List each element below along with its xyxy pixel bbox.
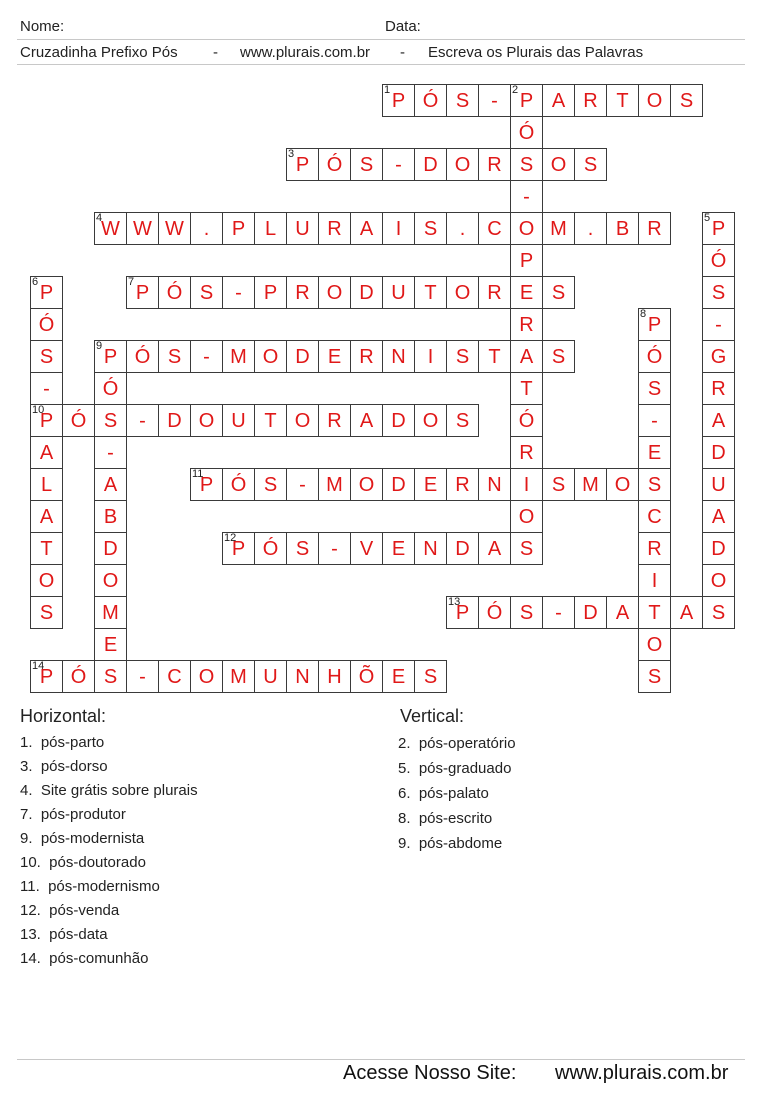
- crossword-cell[interactable]: A: [350, 404, 383, 437]
- crossword-cell[interactable]: Ó: [126, 340, 159, 373]
- crossword-cell[interactable]: D: [94, 532, 127, 565]
- crossword-cell[interactable]: S: [574, 148, 607, 181]
- clue-item: 2. pós-operatório: [398, 735, 516, 752]
- crossword-cell[interactable]: E: [318, 340, 351, 373]
- crossword-cell[interactable]: N: [478, 468, 511, 501]
- crossword-cell[interactable]: Ó: [158, 276, 191, 309]
- crossword-cell[interactable]: S: [542, 468, 575, 501]
- clue-number: 14: [32, 660, 45, 672]
- crossword-cell[interactable]: -: [94, 436, 127, 469]
- crossword-cell[interactable]: S: [414, 660, 447, 693]
- crossword-cell[interactable]: E: [94, 628, 127, 661]
- crossword-cell[interactable]: E: [382, 532, 415, 565]
- horizontal-clues-list: [20, 731, 198, 971]
- crossword-cell[interactable]: -: [478, 84, 511, 117]
- crossword-cell[interactable]: Õ: [350, 660, 383, 693]
- crossword-cell[interactable]: W: [94, 212, 127, 245]
- crossword-cell[interactable]: A: [702, 500, 735, 533]
- crossword-cell[interactable]: N: [286, 660, 319, 693]
- crossword-cell[interactable]: D: [702, 532, 735, 565]
- clue-item: 10. pós-doutorado: [20, 854, 146, 871]
- crossword-cell[interactable]: -: [382, 148, 415, 181]
- clue-item: 6. pós-palato: [398, 785, 489, 802]
- crossword-cell[interactable]: O: [542, 148, 575, 181]
- crossword-cell[interactable]: Ó: [510, 404, 543, 437]
- crossword-cell[interactable]: T: [254, 404, 287, 437]
- crossword-cell[interactable]: S: [446, 84, 479, 117]
- crossword-cell[interactable]: D: [382, 468, 415, 501]
- crossword-cell[interactable]: S: [94, 660, 127, 693]
- crossword-cell[interactable]: O: [446, 276, 479, 309]
- crossword-cell[interactable]: C: [638, 500, 671, 533]
- crossword-cell[interactable]: S: [350, 148, 383, 181]
- crossword-cell[interactable]: G: [702, 340, 735, 373]
- crossword-cell[interactable]: U: [382, 276, 415, 309]
- crossword-cell[interactable]: R: [478, 148, 511, 181]
- clue-number: 8: [640, 308, 647, 320]
- crossword-cell[interactable]: A: [542, 84, 575, 117]
- clue-number: 1: [384, 84, 391, 96]
- crossword-cell[interactable]: S: [414, 212, 447, 245]
- crossword-cell[interactable]: Ó: [510, 116, 543, 149]
- crossword-cell[interactable]: R: [350, 340, 383, 373]
- clue-item: 13. pós-data: [20, 926, 108, 943]
- crossword-cell[interactable]: T: [478, 340, 511, 373]
- crossword-cell[interactable]: L: [254, 212, 287, 245]
- crossword-cell[interactable]: O: [318, 276, 351, 309]
- crossword-cell[interactable]: O: [638, 84, 671, 117]
- crossword-cell[interactable]: P: [30, 660, 63, 693]
- crossword-cell[interactable]: R: [638, 532, 671, 565]
- crossword-cell[interactable]: O: [414, 404, 447, 437]
- crossword-cell[interactable]: T: [510, 372, 543, 405]
- crossword-cell[interactable]: T: [606, 84, 639, 117]
- crossword-cell[interactable]: -: [126, 660, 159, 693]
- crossword-cell[interactable]: A: [30, 436, 63, 469]
- crossword-cell[interactable]: S: [670, 84, 703, 117]
- crossword-cell[interactable]: Ó: [638, 340, 671, 373]
- crossword-cell[interactable]: S: [638, 468, 671, 501]
- clue-item: 5. pós-graduado: [398, 760, 512, 777]
- crossword-cell[interactable]: S: [510, 148, 543, 181]
- crossword-cell[interactable]: S: [286, 532, 319, 565]
- crossword-cell[interactable]: P: [222, 212, 255, 245]
- crossword-cell[interactable]: A: [670, 596, 703, 629]
- crossword-cell[interactable]: M: [542, 212, 575, 245]
- crossword-cell[interactable]: S: [510, 532, 543, 565]
- crossword-cell[interactable]: W: [126, 212, 159, 245]
- date-label: Data:: [385, 18, 421, 35]
- crossword-cell[interactable]: .: [190, 212, 223, 245]
- clue-number: 10: [32, 404, 45, 416]
- title-separator: -: [213, 44, 218, 61]
- crossword-cell[interactable]: A: [702, 404, 735, 437]
- crossword-cell[interactable]: R: [318, 212, 351, 245]
- crossword-cell[interactable]: I: [382, 212, 415, 245]
- crossword-cell[interactable]: Ó: [414, 84, 447, 117]
- crossword-cell[interactable]: I: [638, 564, 671, 597]
- crossword-cell[interactable]: D: [446, 532, 479, 565]
- crossword-cell[interactable]: R: [510, 436, 543, 469]
- crossword-cell[interactable]: A: [30, 500, 63, 533]
- crossword-cell[interactable]: R: [510, 308, 543, 341]
- crossword-cell[interactable]: R: [446, 468, 479, 501]
- clue-number: 5: [704, 212, 711, 224]
- crossword-cell[interactable]: U: [254, 660, 287, 693]
- crossword-cell[interactable]: Ó: [62, 404, 95, 437]
- crossword-cell[interactable]: P: [94, 340, 127, 373]
- crossword-cell[interactable]: -: [286, 468, 319, 501]
- crossword-cell[interactable]: R: [318, 404, 351, 437]
- crossword-cell[interactable]: T: [638, 596, 671, 629]
- crossword-cell[interactable]: N: [414, 532, 447, 565]
- crossword-cell[interactable]: S: [510, 596, 543, 629]
- clue-item: 9. pós-abdome: [398, 835, 503, 852]
- crossword-cell[interactable]: E: [382, 660, 415, 693]
- crossword-cell[interactable]: S: [702, 276, 735, 309]
- crossword-cell[interactable]: A: [606, 596, 639, 629]
- crossword-cell[interactable]: .: [574, 212, 607, 245]
- crossword-cell[interactable]: T: [30, 532, 63, 565]
- clue-number: 4: [96, 212, 103, 224]
- vertical-clues-list: [398, 731, 516, 856]
- clue-number: 7: [128, 276, 135, 288]
- crossword-cell[interactable]: S: [542, 340, 575, 373]
- crossword-cell[interactable]: A: [478, 532, 511, 565]
- footer-label: Acesse Nosso Site:: [343, 1062, 517, 1084]
- name-label: Nome:: [20, 18, 65, 35]
- crossword-cell[interactable]: Ó: [702, 244, 735, 277]
- crossword-cell[interactable]: M: [574, 468, 607, 501]
- crossword-cell[interactable]: Ó: [318, 148, 351, 181]
- clue-item: 4. Site grátis sobre plurais: [20, 782, 198, 799]
- crossword-cell[interactable]: Ó: [62, 660, 95, 693]
- clue-number: 12: [224, 532, 237, 544]
- crossword-cell[interactable]: S: [254, 468, 287, 501]
- crossword-cell[interactable]: -: [222, 276, 255, 309]
- clue-item: 14. pós-comunhão: [20, 950, 149, 967]
- crossword-cell[interactable]: S: [190, 276, 223, 309]
- crossword-cell[interactable]: M: [94, 596, 127, 629]
- footer-site-link[interactable]: www.plurais.com.br: [555, 1062, 729, 1084]
- crossword-cell[interactable]: O: [510, 500, 543, 533]
- crossword-cell[interactable]: V: [350, 532, 383, 565]
- crossword-cell[interactable]: W: [158, 212, 191, 245]
- crossword-cell[interactable]: Ó: [254, 532, 287, 565]
- footer-divider: [17, 1059, 745, 1060]
- crossword-cell[interactable]: O: [190, 404, 223, 437]
- clue-item: 12. pós-venda: [20, 902, 120, 919]
- crossword-cell[interactable]: D: [382, 404, 415, 437]
- crossword-cell[interactable]: A: [350, 212, 383, 245]
- crossword-cell[interactable]: E: [638, 436, 671, 469]
- clue-item: 3. pós-dorso: [20, 758, 108, 775]
- crossword-cell[interactable]: D: [702, 436, 735, 469]
- crossword-cell[interactable]: -: [638, 404, 671, 437]
- crossword-cell[interactable]: P: [30, 404, 63, 437]
- crossword-cell[interactable]: R: [574, 84, 607, 117]
- crossword-cell[interactable]: P: [126, 276, 159, 309]
- crossword-cell[interactable]: O: [254, 340, 287, 373]
- site-link[interactable]: www.plurais.com.br: [240, 44, 371, 61]
- crossword-cell[interactable]: U: [286, 212, 319, 245]
- clue-item: 9. pós-modernista: [20, 830, 145, 847]
- crossword-cell[interactable]: P: [510, 84, 543, 117]
- crossword-cell[interactable]: P: [510, 244, 543, 277]
- crossword-cell[interactable]: B: [606, 212, 639, 245]
- crossword-cell[interactable]: M: [222, 660, 255, 693]
- crossword-cell[interactable]: P: [222, 532, 255, 565]
- clue-number: 6: [32, 276, 39, 288]
- crossword-cell[interactable]: D: [158, 404, 191, 437]
- crossword-cell[interactable]: P: [190, 468, 223, 501]
- crossword-cell[interactable]: D: [350, 276, 383, 309]
- crossword-cell[interactable]: O: [350, 468, 383, 501]
- crossword-cell[interactable]: -: [318, 532, 351, 565]
- clue-number: 11: [192, 468, 204, 480]
- crossword-cell[interactable]: S: [446, 340, 479, 373]
- clue-number: 9: [96, 340, 103, 352]
- crossword-cell[interactable]: S: [702, 596, 735, 629]
- crossword-cell[interactable]: S: [30, 596, 63, 629]
- crossword-cell[interactable]: S: [94, 404, 127, 437]
- crossword-cell[interactable]: C: [158, 660, 191, 693]
- crossword-cell[interactable]: U: [702, 468, 735, 501]
- crossword-cell[interactable]: R: [478, 276, 511, 309]
- crossword-cell[interactable]: A: [94, 468, 127, 501]
- crossword-cell[interactable]: -: [702, 308, 735, 341]
- crossword-cell[interactable]: S: [638, 660, 671, 693]
- crossword-cell[interactable]: O: [190, 660, 223, 693]
- crossword-cell[interactable]: Ó: [94, 372, 127, 405]
- clue-number: 3: [288, 148, 295, 160]
- crossword-cell[interactable]: E: [510, 276, 543, 309]
- crossword-cell[interactable]: -: [30, 372, 63, 405]
- crossword-cell[interactable]: L: [30, 468, 63, 501]
- crossword-cell[interactable]: .: [446, 212, 479, 245]
- crossword-cell[interactable]: O: [286, 404, 319, 437]
- clue-item: 8. pós-escrito: [398, 810, 493, 827]
- crossword-cell[interactable]: R: [702, 372, 735, 405]
- crossword-cell[interactable]: Ó: [222, 468, 255, 501]
- crossword-cell[interactable]: O: [638, 628, 671, 661]
- crossword-cell[interactable]: S: [638, 372, 671, 405]
- crossword-cell[interactable]: O: [94, 564, 127, 597]
- crossword-cell[interactable]: T: [414, 276, 447, 309]
- crossword-cell[interactable]: O: [446, 148, 479, 181]
- horizontal-clues-title: Horizontal:: [20, 706, 107, 726]
- crossword-cell[interactable]: I: [414, 340, 447, 373]
- crossword-cell[interactable]: A: [510, 340, 543, 373]
- crossword-cell[interactable]: D: [286, 340, 319, 373]
- worksheet-title: Cruzadinha Prefixo Pós: [20, 44, 178, 61]
- clue-item: 7. pós-produtor: [20, 806, 126, 823]
- crossword-cell[interactable]: E: [414, 468, 447, 501]
- crossword-cell[interactable]: N: [382, 340, 415, 373]
- crossword-cell[interactable]: C: [478, 212, 511, 245]
- crossword-cell[interactable]: D: [414, 148, 447, 181]
- crossword-cell[interactable]: P: [286, 148, 319, 181]
- worksheet-instruction: Escreva os Plurais das Palavras: [428, 44, 644, 61]
- clue-item: 11. pós-modernismo: [20, 878, 160, 895]
- crossword-cell[interactable]: P: [702, 212, 735, 245]
- crossword-cell[interactable]: P: [446, 596, 479, 629]
- crossword-cell[interactable]: Ó: [30, 308, 63, 341]
- crossword-cell[interactable]: -: [542, 596, 575, 629]
- crossword-cell[interactable]: H: [318, 660, 351, 693]
- crossword-cell[interactable]: O: [30, 564, 63, 597]
- crossword-cell[interactable]: P: [30, 276, 63, 309]
- crossword-cell[interactable]: O: [702, 564, 735, 597]
- crossword-cell[interactable]: M: [318, 468, 351, 501]
- crossword-cell[interactable]: -: [126, 404, 159, 437]
- crossword-cell[interactable]: B: [94, 500, 127, 533]
- crossword-cell[interactable]: R: [638, 212, 671, 245]
- crossword-cell[interactable]: S: [158, 340, 191, 373]
- crossword-cell[interactable]: S: [30, 340, 63, 373]
- crossword-cell[interactable]: I: [510, 468, 543, 501]
- crossword-cell[interactable]: S: [542, 276, 575, 309]
- crossword-cell[interactable]: P: [638, 308, 671, 341]
- crossword-cell[interactable]: P: [382, 84, 415, 117]
- crossword-cell[interactable]: D: [574, 596, 607, 629]
- vertical-clues-title: Vertical:: [400, 706, 465, 726]
- crossword-cell[interactable]: -: [190, 340, 223, 373]
- crossword-cell[interactable]: M: [222, 340, 255, 373]
- crossword-cell[interactable]: P: [254, 276, 287, 309]
- crossword-cell[interactable]: S: [446, 404, 479, 437]
- crossword-cell[interactable]: Ó: [478, 596, 511, 629]
- clue-item: 1. pós-parto: [20, 734, 105, 751]
- crossword-cell[interactable]: O: [510, 212, 543, 245]
- crossword-cell[interactable]: R: [286, 276, 319, 309]
- clue-number: 13: [448, 596, 461, 608]
- clue-number: 2: [512, 84, 519, 96]
- crossword-cell[interactable]: O: [606, 468, 639, 501]
- crossword-cell[interactable]: -: [510, 180, 543, 213]
- crossword-cell[interactable]: U: [222, 404, 255, 437]
- title-separator: -: [400, 44, 405, 61]
